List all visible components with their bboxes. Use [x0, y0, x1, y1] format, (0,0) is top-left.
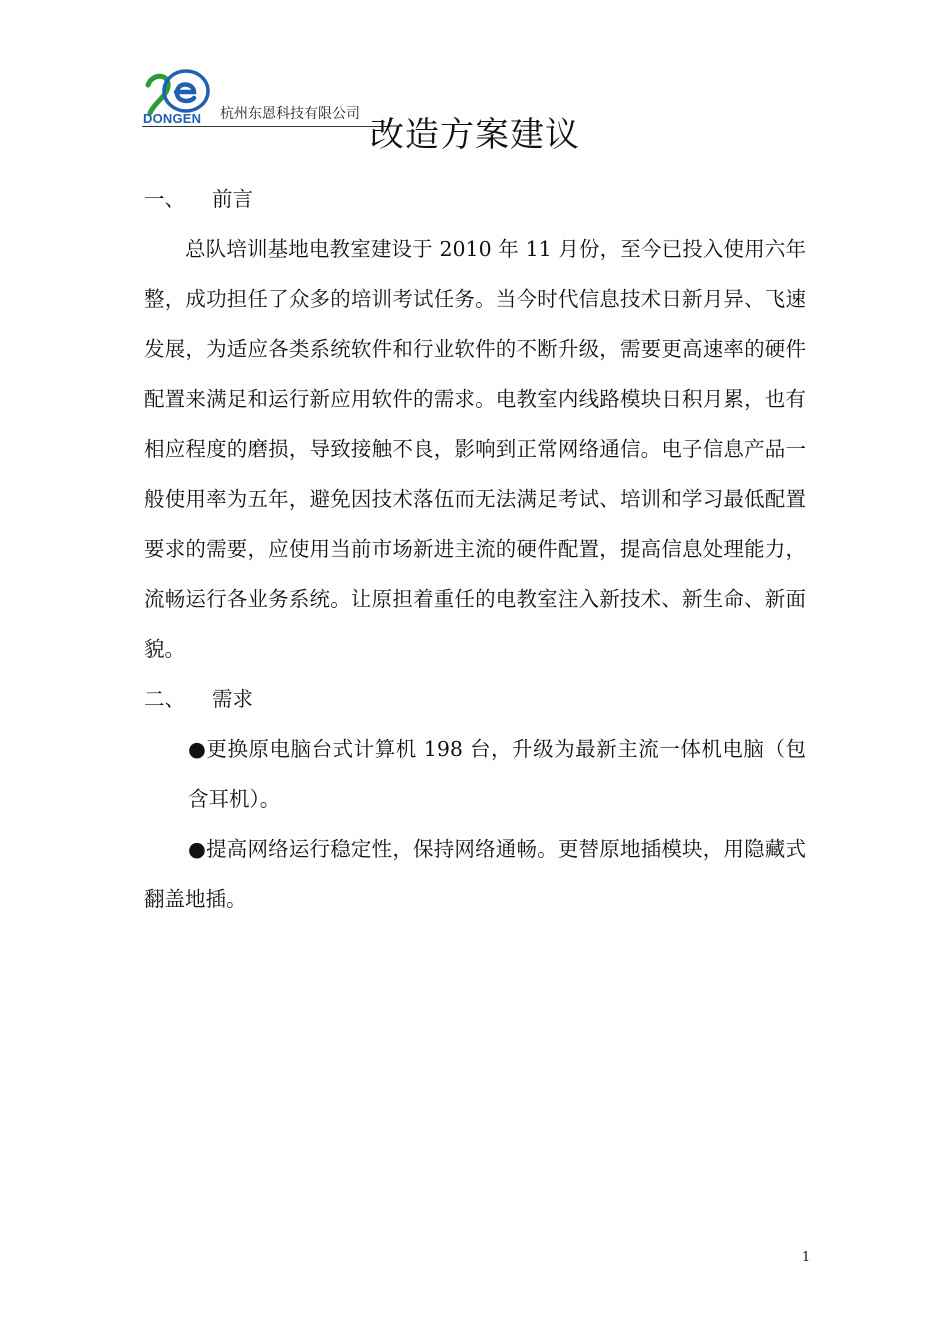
section-title: 需求: [212, 687, 253, 711]
section-number: 二、: [144, 687, 185, 711]
section-title: 前言: [212, 187, 253, 211]
document-body: [144, 174, 806, 924]
section-heading-requirements: [144, 674, 806, 724]
page-number: 1: [801, 1250, 811, 1265]
section-heading-preface: [144, 174, 806, 224]
section-number: 一、: [144, 187, 185, 211]
preface-paragraph: 总队培训基地电教室建设于 2010 年 11 月份，至今已投入使用六年整，成功担任了众多的培训考试任务。当今时代信息技术日新月异、飞速发展，为适应各类系统软件和行业软件的不断升级，需要更高速率的硬件配置来满足和运行新应用软件的需求。电教室内线路模块日积月累，也有相应程度的磨损，导致接触不良，影响到正常网络通信。电子信息产品一般使用率为五年，避免因技术落伍而无法满足考试、培训和学习最低配置要求的需要，应使用当前市场新进主流的硬件配置，提高信息处理能力，流畅运行各业务系统。让原担着重任的电教室注入新技术、新生命、新面貌。: [144, 237, 806, 661]
requirement-item: ●更换原电脑台式计算机 198 台，升级为最新主流一体机电脑（包含耳机）。: [188, 737, 806, 811]
requirement-item: ●提高网络运行稳定性，保持网络通畅。更替原地插模块，用隐藏式翻盖地插。: [144, 837, 806, 911]
company-name: 杭州东恩科技有限公司: [220, 106, 360, 122]
logo-text: DONGEN: [143, 111, 202, 125]
document-title: 改造方案建议: [370, 115, 580, 155]
